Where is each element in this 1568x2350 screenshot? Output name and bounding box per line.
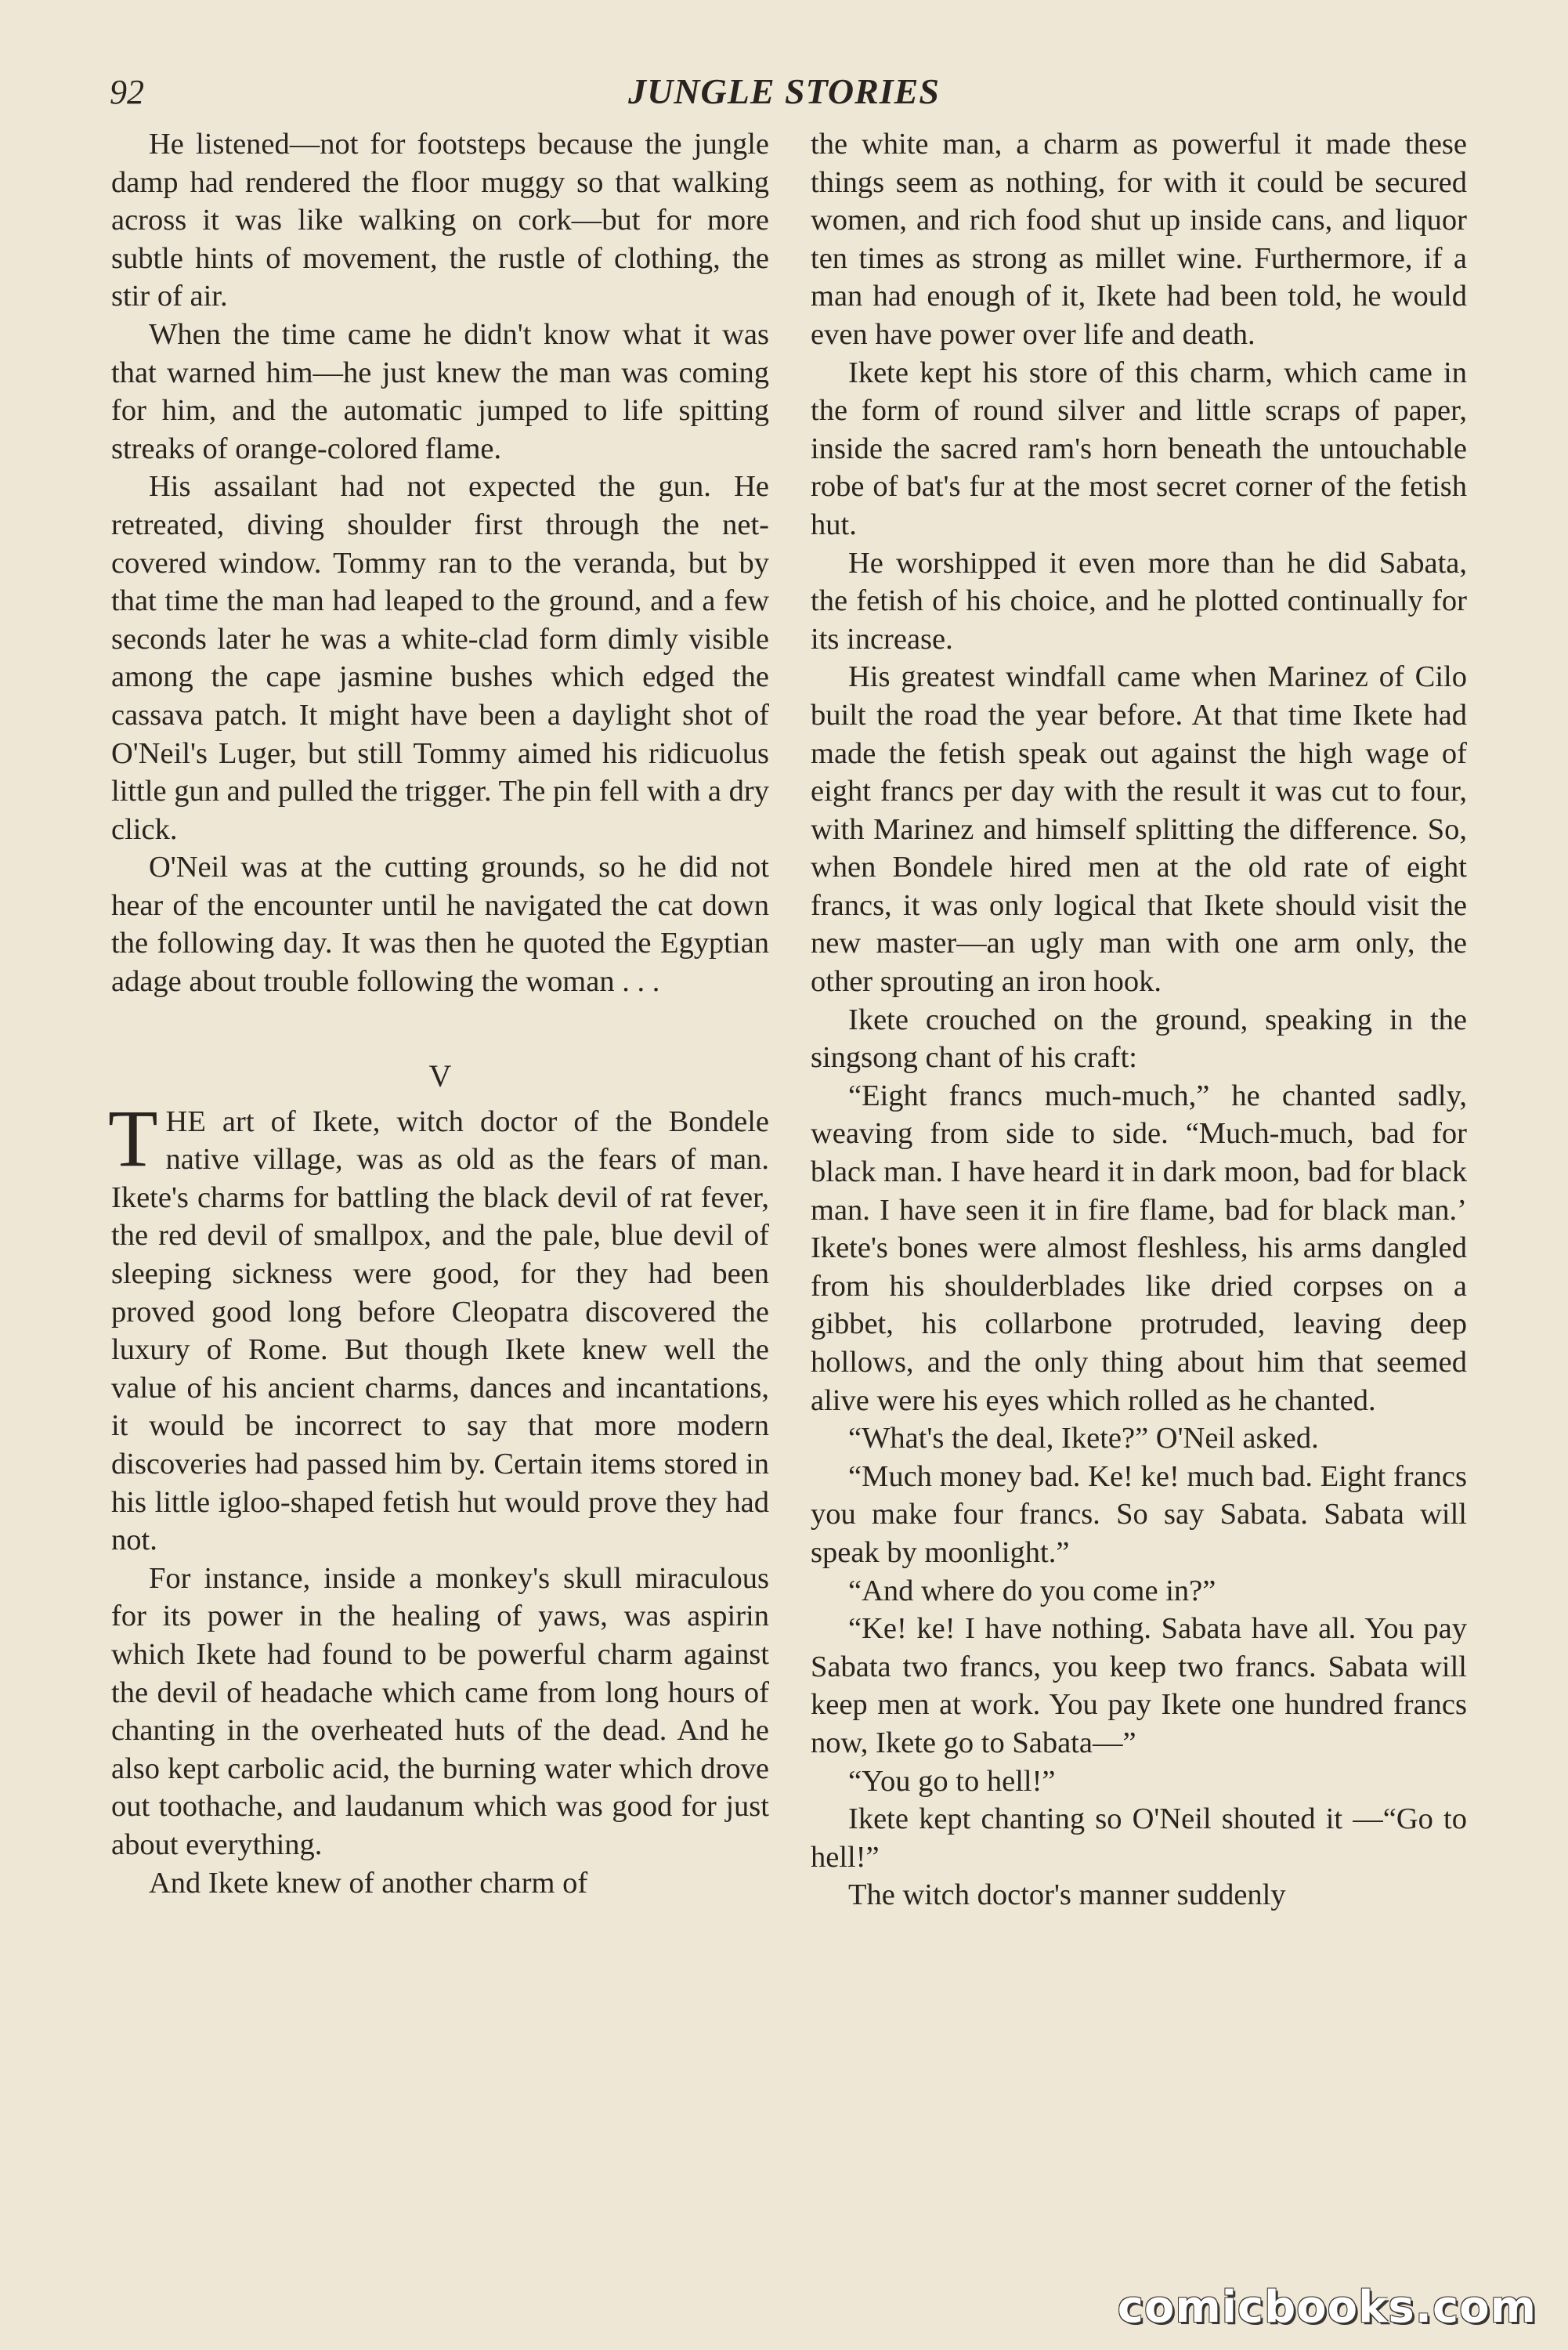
section-numeral: V [428,1058,452,1094]
paragraph: Ikete kept chanting so O'Neil shouted it —“Go to hell!” [811,1802,1467,1874]
paragraph: His assailant had not expected the gun. He retreated, diving shoulder first through the net-covered window. Tommy ran to the veranda, but by that time the man had leaped to the ground, and a few seconds later he was a white-clad form dimly visible among the cape jasmine bushes which edged the cassava patch. It might have been a daylight shot of O'Neil's Luger, but still Tommy aimed his ridicuolus little gun and pulled the trigger. The pin fell with a dry click. [111,470,769,846]
paragraph: Ikete kept his store of this charm, which came in the form of round silver and little scraps of paper, inside the sacred ram's horn beneath the untouchable robe of bat's fur at the most secret corner of the fetish hut. [811,356,1467,541]
paragraph: “And where do you come in?” [848,1574,1216,1607]
drop-cap-paragraph-text: HE art of Ikete, witch doctor of the Bondele native village, was as old as the fears of man. Ikete's charms for battling the black devil of rat fever, the red devil of smallpox, and the pale, blue devil of sleeping sickness were good, for they had been proved good long before Cleopatra discovered the luxury of Rome. But though Ikete knew well the value of his ancient charms, dances and incantations, it would be incorrect to say that more modern discoveries had passed him by. Certain items stored in his little igloo-shaped fetish hut would prove they had not. [111,1104,769,1557]
watermark: comicbooks.com [1117,2282,1537,2333]
paragraph: For instance, inside a monkey's skull miraculous for its power in the healing of yaws, was aspirin which Ikete had found to be powerful charm against the devil of headache which came from long hours of chanting in the overheated huts of the dead. And he also kept carbolic acid, the burning water which drove out toothache, and laudanum which was good for just about everything. [111,1561,769,1861]
right-column [811,125,1467,1914]
paragraph: The witch doctor's manner suddenly [848,1878,1286,1912]
paragraph: “Ke! ke! I have nothing. Sabata have all. You pay Sabata two francs, you keep two francs. Sabata will keep men at work. You pay Ikete one hundred francs now, Ikete go to Sabata—” [811,1612,1467,1759]
drop-cap: T [108,1093,158,1184]
paragraph: “You go to hell!” [848,1764,1056,1798]
paragraph: O'Neil was at the cutting grounds, so he did not hear of the encounter until he navigated the cat down the following day. It was then he quoted the Egyptian adage about trouble following the woman . . . [111,851,769,999]
paragraph: His greatest windfall came when Marinez of Cilo built the road the year before. At that time Ikete had made the fetish speak out against the high wage of eight francs per day with the result it was cut to four, with Marinez and himself splitting the difference. So, when Bondele hired men at the old rate of eight francs, it was only logical that Ikete should visit the new master—an ugly man with one arm only, the other sprouting an iron hook. [811,660,1467,999]
paragraph: “Much money bad. Ke! ke! much bad. Eight francs you make four francs. So say Sabata. Sabata will speak by moonlight.” [811,1459,1467,1569]
paragraph: When the time came he didn't know what it was that warned him—he just knew the man was coming for him, and the automatic jumped to life spitting streaks of orange-colored flame. [111,317,769,465]
paragraph: the white man, a charm as powerful it made these things seem as nothing, for with it could be secured women, and rich food shut up inside cans, and liquor ten times as strong as millet wine. Furthermore, if a man had enough of it, Ikete had been told, he would even have power over life and death. [811,128,1467,351]
paragraph: Ikete crouched on the ground, speaking in the singsong chant of his craft: [811,1003,1467,1075]
running-head: JUNGLE STORIES [628,71,940,111]
paragraph: “Eight francs much-much,” he chanted sadly, weaving from side to side. “Much-much, bad for black man. I have heard it in dark moon, bad for black man. I have seen it in fire flame, bad for black man.’ Ikete's bones were almost fleshless, his arms dangled from his shoulderblades like dried corpses on a gibbet, his collarbone protruded, leaving deep hollows, and the only thing about him that seemed alive were his eyes which rolled as he chanted. [811,1079,1467,1417]
page-number: 92 [110,73,144,111]
paragraph: “What's the deal, Ikete?” O'Neil asked. [848,1422,1319,1455]
paragraph: He listened—not for footsteps because the jungle damp had rendered the floor muggy so that walking across it was like walking on cork—but for more subtle hints of movement, the rustle of clothing, the stir of air. [111,128,769,313]
drop-cap-paragraph [108,1093,769,1560]
paragraph: He worshipped it even more than he did Sabata, the fetish of his choice, and he plotted continually for its increase. [811,546,1467,656]
paragraph: And Ikete knew of another charm of [149,1866,588,1900]
section-marker [111,1001,769,1103]
left-column [108,125,769,1902]
